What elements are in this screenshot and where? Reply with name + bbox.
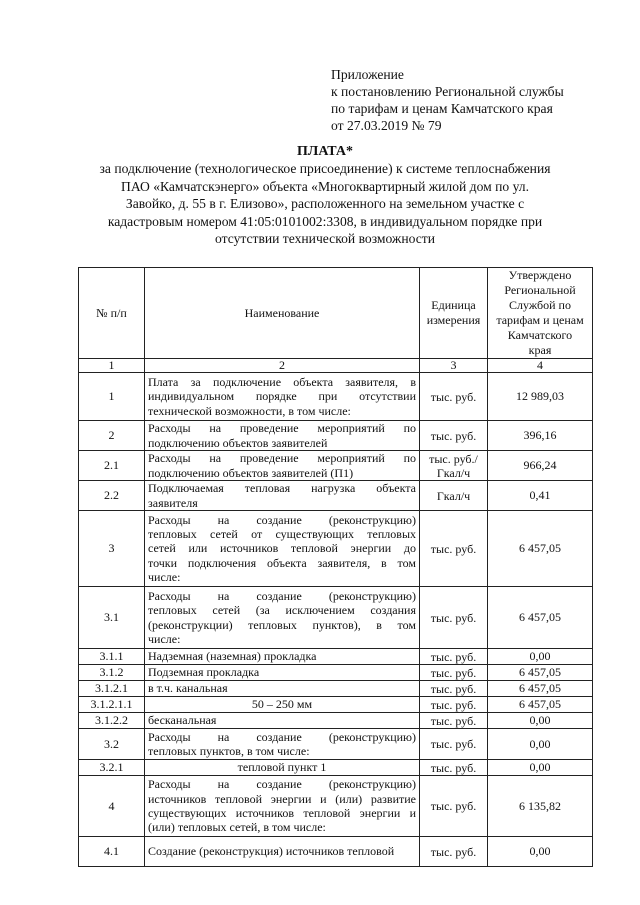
- row-name-line: (реконструкции) тепловых пунктов), в том: [148, 617, 416, 632]
- row-number: 2.2: [79, 481, 145, 511]
- row-name-line: индивидуальном порядке при отсутствии: [148, 389, 416, 404]
- row-name-line: подключению объектов заявителей (П1): [148, 465, 354, 480]
- row-unit-line: тыс. руб.: [430, 713, 477, 728]
- row-name-line: Расходы на проведение мероприятий по: [148, 421, 416, 436]
- row-number: 3.2.1: [79, 760, 145, 776]
- row-name-line: Надземная (наземная) прокладка: [148, 649, 317, 664]
- subtitle-line: отсутствии технической возможности: [214, 231, 435, 247]
- row-unit: [420, 837, 488, 867]
- row-name-line: заявителя: [148, 495, 198, 510]
- row-unit-line: тыс. руб.: [430, 541, 477, 556]
- header-value-line: тарифам и ценам: [496, 313, 584, 327]
- row-name-line: числе:: [148, 631, 181, 646]
- row-name: [145, 729, 420, 760]
- row-name-line: Расходы на создание (реконструкцию): [148, 729, 416, 744]
- row-number: 3.1: [79, 587, 145, 649]
- row-name: [145, 421, 420, 451]
- table-row: [79, 837, 593, 867]
- row-name-line: источников тепловой энергии и (или) развитие: [148, 791, 416, 806]
- row-unit-line: Гкал/ч: [436, 488, 471, 503]
- row-name: [145, 665, 420, 681]
- row-number: 3.1.2.1.1: [79, 697, 145, 713]
- row-name-line: тепловых сетей (за исключением создания: [148, 603, 416, 618]
- row-name: [145, 511, 420, 587]
- header-unit-line: Единица: [431, 298, 476, 312]
- row-value: 0,00: [488, 713, 593, 729]
- row-name-line: Подземная прокладка: [148, 665, 260, 680]
- row-unit: [420, 697, 488, 713]
- row-value: 966,24: [488, 451, 593, 481]
- appendix-line: Приложение: [331, 67, 404, 82]
- row-unit-line: тыс. руб.: [430, 649, 477, 664]
- table-row: [79, 587, 593, 649]
- row-value: 6 457,05: [488, 511, 593, 587]
- row-number: 1: [79, 373, 145, 421]
- subtitle-line: ПАО «Камчатскэнерго» объекта «Многоквартирный жилой дом по ул.: [121, 178, 529, 194]
- row-unit: [420, 481, 488, 511]
- row-name: [145, 481, 420, 511]
- table-row: [79, 421, 593, 451]
- subtitle-line: Завойко, д. 55 в г. Елизово», расположенного на земельном участке с: [125, 196, 525, 212]
- row-value: 6 135,82: [488, 776, 593, 837]
- column-number: 2: [145, 359, 420, 373]
- row-unit: [420, 421, 488, 451]
- row-value: 0,00: [488, 837, 593, 867]
- row-name-line: (или) тепловых сетей, в том числе:: [148, 820, 326, 835]
- row-number: 2: [79, 421, 145, 451]
- header-value: [488, 268, 593, 359]
- row-unit: [420, 649, 488, 665]
- subtitle-line: кадастровым номером 41:05:0101002:3308, в индивидуальном порядке при: [107, 213, 543, 229]
- row-name: [145, 451, 420, 481]
- row-name-line: подключению объектов заявителей: [148, 435, 328, 450]
- header-name: Наименование: [145, 268, 420, 359]
- row-unit: [420, 729, 488, 760]
- document-title: ПЛАТА*: [297, 144, 353, 159]
- row-number: 3.2: [79, 729, 145, 760]
- table-row: [79, 776, 593, 837]
- row-value: 0,00: [488, 760, 593, 776]
- row-value: 0,00: [488, 729, 593, 760]
- row-number: 4: [79, 776, 145, 837]
- appendix-line: к постановлению Региональной службы: [331, 84, 564, 99]
- table-body: [79, 373, 593, 867]
- header-value-line: края: [528, 343, 552, 357]
- row-name-line: технической возможности, в том числе:: [148, 403, 351, 418]
- row-unit: [420, 665, 488, 681]
- row-name-line: Подключаемая тепловая нагрузка объекта: [148, 481, 416, 496]
- row-unit-line: тыс. руб.: [430, 760, 477, 775]
- row-name: [145, 587, 420, 649]
- header-value-line: Службой по: [509, 298, 571, 312]
- row-number: 3.1.2: [79, 665, 145, 681]
- table-row: [79, 451, 593, 481]
- row-name-line: числе:: [148, 569, 181, 584]
- row-unit-line: тыс. руб.: [430, 610, 477, 625]
- row-number: 3.1.2.1: [79, 681, 145, 697]
- row-name: [145, 681, 420, 697]
- header-value-line: Региональной: [504, 283, 576, 297]
- row-value: 0,00: [488, 649, 593, 665]
- row-unit-line: Гкал/ч: [436, 465, 471, 480]
- row-name-line: тепловых сетей от существующих тепловых: [148, 527, 416, 542]
- row-value: 396,16: [488, 421, 593, 451]
- row-name: [145, 697, 420, 713]
- row-name: [145, 837, 420, 867]
- table-row: [79, 760, 593, 776]
- appendix-line: от 27.03.2019 № 79: [331, 118, 442, 133]
- column-number: 3: [420, 359, 488, 373]
- table-row: [79, 681, 593, 697]
- header-unit-line: измерения: [426, 313, 481, 327]
- row-unit-line: тыс. руб./: [429, 451, 478, 466]
- row-name-line: Расходы на проведение мероприятий по: [148, 451, 416, 466]
- row-name-line: существующих источников тепловой энергии и: [148, 806, 416, 820]
- row-name-line: 50 – 250 мм: [251, 697, 313, 712]
- row-name: [145, 373, 420, 421]
- row-unit-line: тыс. руб.: [430, 844, 477, 859]
- row-name: [145, 649, 420, 665]
- table-row: [79, 481, 593, 511]
- row-unit-line: тыс. руб.: [430, 737, 477, 751]
- row-name-line: тепловых пунктов, в том числе:: [148, 744, 310, 758]
- row-unit: [420, 373, 488, 421]
- row-unit-line: тыс. руб.: [430, 681, 477, 696]
- table-row: [79, 697, 593, 713]
- column-number: 1: [79, 359, 145, 373]
- row-name-line: Создание (реконструкция) источников тепловой: [148, 844, 395, 859]
- row-unit: [420, 681, 488, 697]
- row-name-line: в т.ч. канальная: [148, 681, 228, 696]
- table-row: [79, 665, 593, 681]
- row-number: 3: [79, 511, 145, 587]
- row-unit: [420, 451, 488, 481]
- row-number: 2.1: [79, 451, 145, 481]
- table-row: [79, 713, 593, 729]
- row-number: 3.1.2.2: [79, 713, 145, 729]
- row-number: 4.1: [79, 837, 145, 867]
- row-number: 3.1.1: [79, 649, 145, 665]
- row-name-line: Расходы на создание (реконструкцию): [148, 588, 416, 603]
- row-unit: [420, 587, 488, 649]
- row-value: 6 457,05: [488, 697, 593, 713]
- row-unit: [420, 760, 488, 776]
- row-unit-line: тыс. руб.: [430, 799, 477, 813]
- table-header-row: [79, 268, 593, 359]
- row-value: 6 457,05: [488, 665, 593, 681]
- row-unit-line: тыс. руб.: [430, 697, 477, 712]
- header-unit: [420, 268, 488, 359]
- row-value: 12 989,03: [488, 373, 593, 421]
- row-name-line: Расходы на создание (реконструкцию): [148, 512, 416, 527]
- row-unit: [420, 713, 488, 729]
- row-unit: [420, 776, 488, 837]
- row-name-line: точки подключения объекта заявителя, в том: [148, 555, 416, 570]
- header-value-line: Камчатского: [507, 328, 573, 342]
- header-value-line: Утверждено: [508, 268, 572, 282]
- table-row: [79, 649, 593, 665]
- row-name: [145, 713, 420, 729]
- column-number-row: [79, 359, 593, 373]
- table-row: [79, 511, 593, 587]
- column-number: 4: [488, 359, 593, 373]
- row-value: 6 457,05: [488, 587, 593, 649]
- row-name: [145, 760, 420, 776]
- row-name-line: сетей или источников тепловой энергии до: [148, 541, 416, 556]
- row-unit-line: тыс. руб.: [430, 428, 477, 443]
- row-value: 0,41: [488, 481, 593, 511]
- row-value: 6 457,05: [488, 681, 593, 697]
- subtitle-line: за подключение (технологическое присоединение) к системе теплоснабжения: [99, 161, 551, 176]
- fee-table: [78, 267, 593, 867]
- appendix-line: по тарифам и ценам Камчатского края: [331, 101, 553, 116]
- row-name-line: Плата за подключение объекта заявителя, в: [148, 375, 416, 390]
- row-name: [145, 776, 420, 837]
- row-name-line: Расходы на создание (реконструкцию): [148, 777, 416, 792]
- row-name-line: бесканальная: [148, 713, 217, 728]
- header-num: № п/п: [79, 268, 145, 359]
- row-unit-line: тыс. руб.: [430, 665, 477, 680]
- table-row: [79, 729, 593, 760]
- table-row: [79, 373, 593, 421]
- row-unit: [420, 511, 488, 587]
- appendix-block: [331, 66, 631, 134]
- row-name-line: тепловой пункт 1: [237, 760, 327, 775]
- document-subtitle: [40, 160, 610, 248]
- row-unit-line: тыс. руб.: [430, 389, 477, 404]
